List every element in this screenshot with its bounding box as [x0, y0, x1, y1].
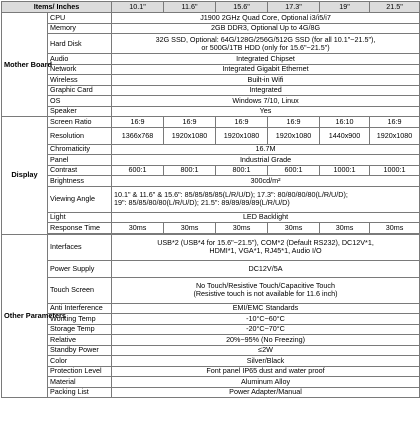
value-relative: 20%~95% (No Freezing): [112, 335, 420, 346]
row-network: [2, 64, 420, 75]
label-response-time: Response Time: [48, 223, 112, 234]
row-packing-list: [2, 387, 420, 398]
label-touch-screen: Touch Screen: [48, 277, 112, 303]
label-speaker: Speaker: [48, 106, 112, 117]
header-size-11-6: 11.6": [164, 2, 216, 13]
row-color: [2, 356, 420, 367]
resolution-cell: 1920x1080: [216, 127, 268, 144]
screen-ratio-cell: 16:9: [370, 117, 420, 128]
value-chromaticity: 16.7M: [112, 144, 420, 155]
resolution-cell: 1440x900: [320, 127, 370, 144]
value-light: LED Backlight: [112, 212, 420, 223]
group-other-parameters: Other Parameters: [2, 234, 48, 398]
value-wireless: Built-in Wifi: [112, 75, 420, 86]
response-time-cell: 30ms: [268, 223, 320, 234]
value-touch-screen: [112, 277, 420, 303]
contrast-cell: 800:1: [216, 165, 268, 176]
contrast-cell: 1000:1: [320, 165, 370, 176]
value-os: Windows 7/10, Linux: [112, 96, 420, 107]
resolution-cell: 1366x768: [112, 127, 164, 144]
response-time-cell: 30ms: [216, 223, 268, 234]
row-resolution: [2, 127, 420, 144]
resolution-cell: 1920x1080: [370, 127, 420, 144]
resolution-cell: 1920x1080: [164, 127, 216, 144]
contrast-cell: 800:1: [164, 165, 216, 176]
interfaces-line-2: HDMI*1, VGA*1, RJ45*1, Audio I/O: [209, 246, 322, 255]
hard-disk-line-2: or 500G/1TB HDD (only for 15.6"~21.5"): [201, 42, 330, 52]
touch-screen-line-2: (Resistive touch is not available for 11.6 inch): [193, 289, 338, 298]
row-contrast: [2, 165, 420, 176]
value-hard-disk: [112, 34, 420, 54]
row-relative: [2, 335, 420, 346]
label-chromaticity: Chromaticity: [48, 144, 112, 155]
value-standby-power: ≤2W: [112, 345, 420, 356]
row-screen-ratio: [2, 117, 420, 128]
group-display: Display: [2, 117, 48, 235]
value-working-temp: -10°C~60°C: [112, 314, 420, 325]
value-anti-interference: EMI/EMC Standards: [112, 303, 420, 314]
value-cpu: J1900 2GHz Quad Core, Optional i3/i5/i7: [112, 13, 420, 24]
label-relative: Relative: [48, 335, 112, 346]
row-graphic-card: [2, 85, 420, 96]
header-size-21-5: 21.5": [370, 2, 420, 13]
header-size-10-1: 10.1": [112, 2, 164, 13]
label-os: OS: [48, 96, 112, 107]
header-row: [2, 2, 420, 13]
label-viewing-angle: Viewing Angle: [48, 186, 112, 212]
screen-ratio-cell: 16:9: [268, 117, 320, 128]
row-chromaticity: [2, 144, 420, 155]
row-material: [2, 377, 420, 388]
value-memory: 2GB DDR3, Optional Up to 4G/8G: [112, 23, 420, 34]
label-graphic-card: Graphic Card: [48, 85, 112, 96]
row-response-time: [2, 223, 420, 234]
label-brightness: Brightness: [48, 176, 112, 187]
row-touch-screen: [2, 277, 420, 303]
label-panel: Panel: [48, 155, 112, 166]
label-resolution: Resolution: [48, 127, 112, 144]
label-screen-ratio: Screen Ratio: [48, 117, 112, 128]
value-network: Integrated Gigabit Ethernet: [112, 64, 420, 75]
label-network: Network: [48, 64, 112, 75]
row-audio: [2, 54, 420, 65]
value-protection-level: Font panel IP65 dust and water proof: [112, 366, 420, 377]
row-hard-disk: [2, 34, 420, 54]
value-interfaces: [112, 234, 420, 260]
label-contrast: Contrast: [48, 165, 112, 176]
screen-ratio-cell: 16:10: [320, 117, 370, 128]
viewing-angle-line-2: 19": 85/85/80/80(L/R/U/D); 21.5": 89/89/89/89(L/R/U/D): [114, 198, 290, 207]
row-wireless: [2, 75, 420, 86]
row-speaker: [2, 106, 420, 117]
value-power-supply: DC12V/5A: [112, 260, 420, 277]
value-packing-list: Power Adapter/Manual: [112, 387, 420, 398]
header-corner: Items/ Inches: [2, 2, 112, 13]
value-audio: Integrated Chipset: [112, 54, 420, 65]
value-speaker: Yes: [112, 106, 420, 117]
label-working-temp: Working Temp: [48, 314, 112, 325]
contrast-cell: 600:1: [268, 165, 320, 176]
row-cpu: [2, 13, 420, 24]
contrast-cell: 600:1: [112, 165, 164, 176]
label-hard-disk: Hard Disk: [48, 34, 112, 54]
header-size-17-3: 17.3": [268, 2, 320, 13]
row-standby-power: [2, 345, 420, 356]
row-protection-level: [2, 366, 420, 377]
value-storage-temp: -20°C~70°C: [112, 324, 420, 335]
row-os: [2, 96, 420, 107]
row-storage-temp: [2, 324, 420, 335]
row-anti-interference: [2, 303, 420, 314]
label-wireless: Wireless: [48, 75, 112, 86]
row-working-temp: [2, 314, 420, 325]
hard-disk-line-1: 32G SSD, Optional: 64G/128G/256G/512G SSD (for all 10.1"~21.5"),: [155, 34, 376, 44]
value-brightness: 300cd/m²: [112, 176, 420, 187]
label-power-supply: Power Supply: [48, 260, 112, 277]
value-material: Aluminum Alloy: [112, 377, 420, 388]
row-brightness: [2, 176, 420, 187]
row-memory: [2, 23, 420, 34]
label-audio: Audio: [48, 54, 112, 65]
screen-ratio-cell: 16:9: [112, 117, 164, 128]
row-light: [2, 212, 420, 223]
label-light: Light: [48, 212, 112, 223]
label-storage-temp: Storage Temp: [48, 324, 112, 335]
screen-ratio-cell: 16:9: [164, 117, 216, 128]
resolution-cell: 1920x1080: [268, 127, 320, 144]
row-interfaces: [2, 234, 420, 260]
response-time-cell: 30ms: [370, 223, 420, 234]
label-anti-interference: Anti Interference: [48, 303, 112, 314]
label-material: Material: [48, 377, 112, 388]
screen-ratio-cell: 16:9: [216, 117, 268, 128]
label-standby-power: Standby Power: [48, 345, 112, 356]
label-protection-level: Protection Level: [48, 366, 112, 377]
label-cpu: CPU: [48, 13, 112, 24]
value-viewing-angle: [112, 186, 420, 212]
response-time-cell: 30ms: [164, 223, 216, 234]
viewing-angle-line-1: 10.1" & 11.6" & 15.6": 85/85/85/85(L/R/U/D); 17.3": 80/80/80/80(L/R/U/D);: [114, 190, 348, 200]
header-size-15-6: 15.6": [216, 2, 268, 13]
response-time-cell: 30ms: [112, 223, 164, 234]
response-time-cell: 30ms: [320, 223, 370, 234]
row-power-supply: [2, 260, 420, 277]
spec-table: [1, 1, 420, 398]
label-color: Color: [48, 356, 112, 367]
interfaces-line-1: USB*2 (USB*4 for 15.6"~21.5"), COM*2 (Default RS232), DC12V*1,: [157, 238, 374, 248]
label-memory: Memory: [48, 23, 112, 34]
group-mother-board: Mother Board: [2, 13, 48, 117]
value-graphic-card: Integrated: [112, 85, 420, 96]
row-viewing-angle: [2, 186, 420, 212]
contrast-cell: 1000:1: [370, 165, 420, 176]
value-panel: Industrial Grade: [112, 155, 420, 166]
label-packing-list: Packing List: [48, 387, 112, 398]
touch-screen-line-1: No Touch/Resistive Touch/Capacitive Touch: [195, 281, 336, 291]
header-size-19: 19": [320, 2, 370, 13]
row-panel: [2, 155, 420, 166]
value-color: Silver/Black: [112, 356, 420, 367]
label-interfaces: Interfaces: [48, 234, 112, 260]
